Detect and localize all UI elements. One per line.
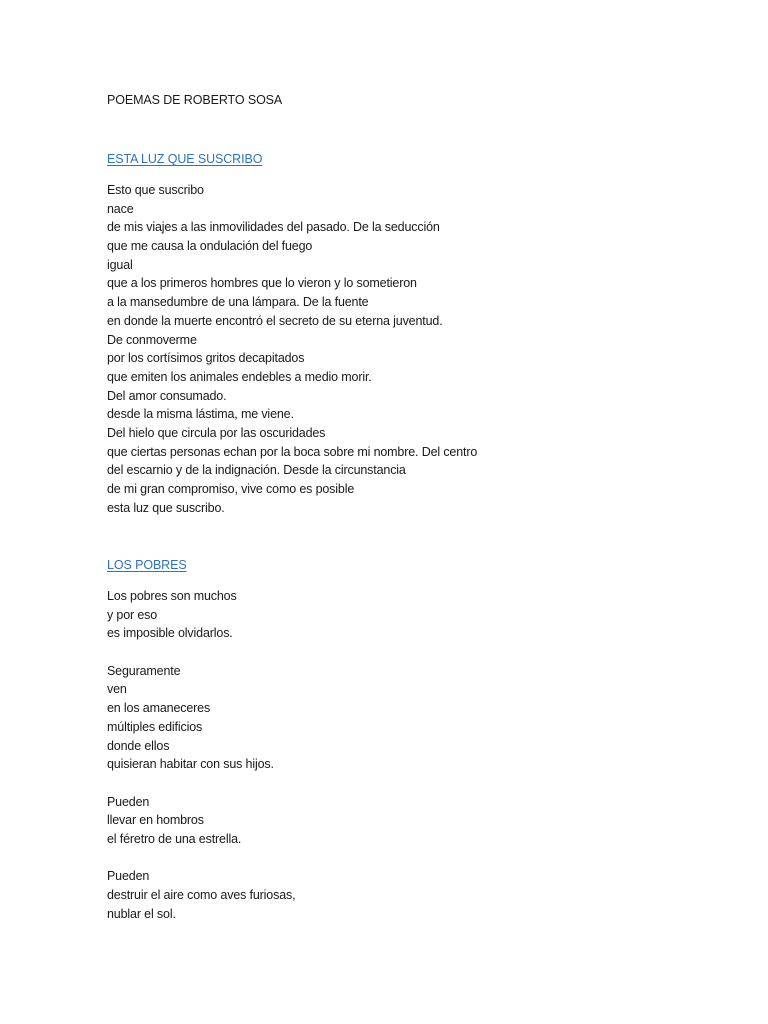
poem-line: que me causa la ondulación del fuego <box>107 239 313 254</box>
poem-line: en los amaneceres <box>107 701 211 716</box>
poem-line: del escarnio y de la indignación. Desde la circunstancia <box>107 463 406 478</box>
poem-body <box>107 181 707 517</box>
poem-line: Los pobres son muchos <box>107 589 237 603</box>
stanza-break <box>107 849 707 868</box>
poem-line: de mis viajes a las inmovilidades del pasado. De la seducción <box>107 220 440 235</box>
poem-line: nace <box>107 201 134 216</box>
poem-line: a la mansedumbre de una lámpara. De la fuente <box>107 295 369 310</box>
poem-line: de mi gran compromiso, vive como es posible <box>107 482 355 496</box>
poem <box>107 150 707 517</box>
poem-line: Del hielo que circula por las oscuridades <box>107 425 326 440</box>
poem-line: es imposible olvidarlos. <box>107 626 233 641</box>
stanza-break <box>107 774 707 793</box>
poem-line: que a los primeros hombres que lo vieron y lo sometieron <box>107 276 417 291</box>
poem-line: esta luz que suscribo. <box>107 500 225 515</box>
poem-line: llevar en hombros <box>107 813 204 828</box>
poem-line: Del amor consumado. <box>107 388 227 403</box>
poem-line: que emiten los animales endebles a medio morir. <box>107 369 372 384</box>
poem-line: que ciertas personas echan por la boca sobre mi nombre. Del centro <box>107 444 478 459</box>
poem-line: Pueden <box>107 794 150 809</box>
poem-line: múltiples edificios <box>107 719 203 734</box>
poem-body <box>107 587 707 923</box>
poem-title-link[interactable]: LOS POBRES <box>107 558 187 572</box>
poem <box>107 556 707 923</box>
poem-line: Seguramente <box>107 663 181 678</box>
poem-line: Pueden <box>107 869 150 884</box>
stanza-break <box>107 643 707 662</box>
poem-line: nublar el sol. <box>107 906 176 921</box>
poem-line: destruir el aire como aves furiosas, <box>107 888 296 902</box>
poem-line: Esto que suscribo <box>107 183 204 197</box>
poem-line: y por eso <box>107 607 158 622</box>
poem-line: desde la misma lástima, me viene. <box>107 407 294 422</box>
poem-line: igual <box>107 257 133 272</box>
poem-line: ven <box>107 682 127 697</box>
poem-line: quisieran habitar con sus hijos. <box>107 757 274 772</box>
poem-title-link[interactable]: ESTA LUZ QUE SUSCRIBO <box>107 152 263 166</box>
poem-line: De conmoverme <box>107 332 197 347</box>
document-title: POEMAS DE ROBERTO SOSA <box>107 93 283 107</box>
poem-line: donde ellos <box>107 738 170 753</box>
poem-line: en donde la muerte encontró el secreto de su eterna juventud. <box>107 313 443 328</box>
poem-line: el féretro de una estrella. <box>107 831 242 846</box>
poem-line: por los cortísimos gritos decapitados <box>107 351 305 366</box>
